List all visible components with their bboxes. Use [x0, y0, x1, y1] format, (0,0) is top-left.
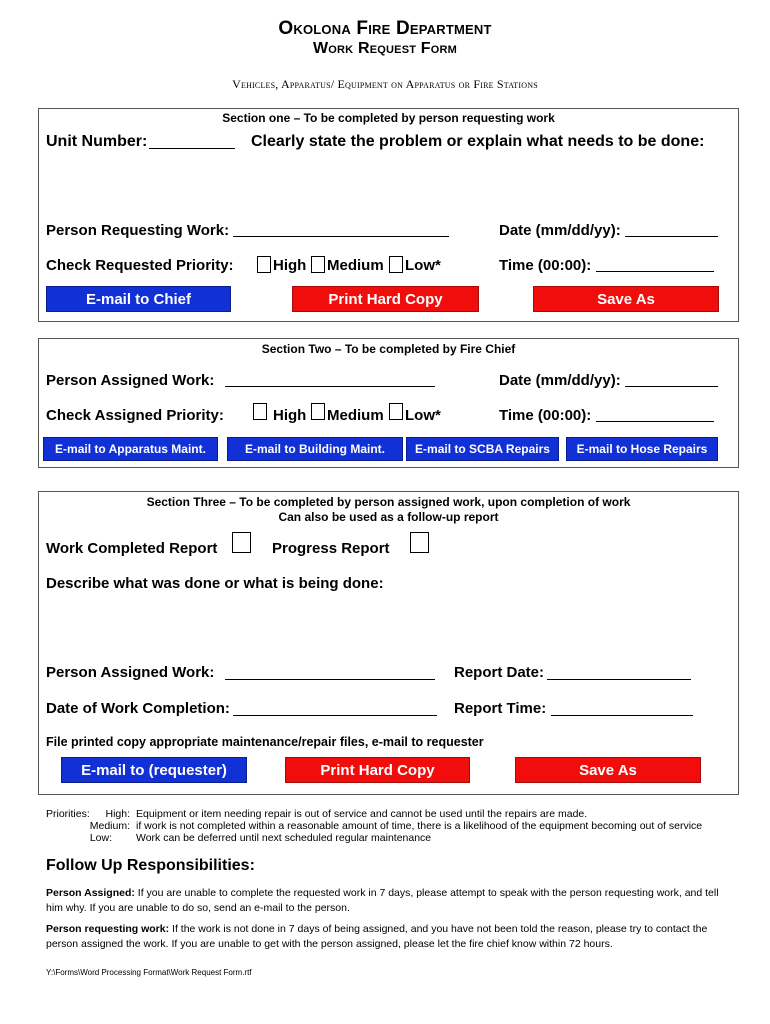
follow-up-assigned-text: If you are unable to complete the requested work in 7 days, please attempt to speak with the person requesting work, and tell him why. If you are unable to do so, send an e-mail to the person. — [46, 887, 719, 914]
assigned-priority-low-label: Low* — [405, 407, 441, 424]
assigned-priority-low-checkbox[interactable] — [389, 403, 403, 420]
form-organization-title: Okolona Fire Department — [278, 18, 492, 39]
work-completed-report-label: Work Completed Report — [46, 540, 218, 557]
s3-person-assigned-label: Person Assigned Work: — [46, 664, 215, 681]
assigned-priority-high-label: High — [273, 407, 307, 424]
email-hose-repairs-button[interactable]: E-mail to Hose Repairs — [566, 437, 718, 461]
email-apparatus-maint-button[interactable]: E-mail to Apparatus Maint. — [43, 437, 218, 461]
problem-description-field[interactable] — [46, 159, 731, 215]
request-time-field[interactable] — [596, 271, 714, 272]
follow-up-assigned-label: Person Assigned: — [46, 887, 135, 899]
priority-high-label: High — [273, 257, 307, 274]
describe-work-label: Describe what was done or what is being done: — [46, 575, 384, 592]
follow-up-requesting-paragraph — [46, 922, 726, 952]
person-assigned-label: Person Assigned Work: — [46, 372, 215, 389]
email-chief-button[interactable]: E-mail to Chief — [46, 286, 231, 312]
priority-low-label: Low* — [405, 257, 441, 274]
file-path-footer: Y:\Forms\Word Processing Format\Work Request Form.rtf — [46, 968, 252, 977]
s3-person-assigned-field[interactable] — [225, 679, 435, 680]
request-date-label: Date (mm/dd/yy): — [499, 222, 621, 239]
report-time-field[interactable] — [551, 715, 693, 716]
email-building-maint-button[interactable]: E-mail to Building Maint. — [227, 437, 403, 461]
work-completed-report-checkbox[interactable] — [232, 532, 251, 553]
form-category: Vehicles, Apparatus/ Equipment on Apparatus or Fire Stations — [232, 77, 538, 91]
priority-medium-legend-label: Medium: — [89, 820, 130, 832]
section-three-subheading: Can also be used as a follow-up report — [278, 510, 499, 524]
assigned-time-label: Time (00:00): — [499, 407, 592, 424]
follow-up-requesting-label: Person requesting work: — [46, 923, 170, 935]
report-date-field[interactable] — [547, 679, 691, 680]
print-hard-copy-button[interactable]: Print Hard Copy — [292, 286, 479, 312]
priority-medium-label: Medium — [327, 257, 384, 274]
email-scba-repairs-button[interactable]: E-mail to SCBA Repairs — [406, 437, 559, 461]
unit-number-label: Unit Number: — [46, 133, 148, 150]
problem-description-label: Clearly state the problem or explain what needs to be done: — [251, 133, 705, 150]
follow-up-title: Follow Up Responsibilities: — [46, 857, 255, 874]
section-three-heading: Section Three – To be completed by person assigned work, upon completion of work — [146, 495, 631, 509]
priority-high-legend-text: Equipment or item needing repair is out of service and cannot be used until the repairs are made. — [136, 808, 588, 820]
report-time-label: Report Time: — [454, 700, 547, 717]
section-one-heading: Section one – To be completed by person requesting work — [222, 111, 555, 125]
describe-work-field[interactable] — [46, 596, 731, 658]
assigned-priority-label: Check Assigned Priority: — [46, 407, 224, 424]
priority-high-legend-label: High: — [105, 808, 130, 820]
request-time-label: Time (00:00): — [499, 257, 592, 274]
person-requesting-field[interactable] — [233, 236, 449, 237]
requested-priority-label: Check Requested Priority: — [46, 257, 234, 274]
progress-report-label: Progress Report — [272, 540, 390, 557]
person-assigned-field[interactable] — [225, 386, 435, 387]
assigned-date-label: Date (mm/dd/yy): — [499, 372, 621, 389]
priority-high-checkbox[interactable] — [257, 256, 271, 273]
report-date-label: Report Date: — [454, 664, 545, 681]
assigned-date-field[interactable] — [625, 386, 718, 387]
email-requester-button[interactable]: E-mail to (requester) — [61, 757, 247, 783]
request-date-field[interactable] — [625, 236, 718, 237]
s3-save-as-button[interactable]: Save As — [515, 757, 701, 783]
priority-low-legend-label: Low: — [89, 832, 112, 844]
completion-date-field[interactable] — [233, 715, 437, 716]
form-title: Work Request Form — [312, 40, 458, 57]
completion-date-label: Date of Work Completion: — [46, 700, 230, 717]
follow-up-requesting-text: If the work is not done in 7 days of being assigned, and you have not been told the reason, please try to contact the person assigned the work. If you are unable to get with the person assigned, please let the fire chief know within 72 hours. — [46, 923, 708, 950]
priority-medium-checkbox[interactable] — [311, 256, 325, 273]
unit-number-field[interactable] — [149, 148, 235, 149]
section-two — [38, 338, 739, 468]
person-requesting-label: Person Requesting Work: — [46, 222, 230, 239]
assigned-priority-medium-checkbox[interactable] — [311, 403, 325, 420]
priority-low-legend-text: Work can be deferred until next scheduled regular maintenance — [136, 832, 432, 844]
priority-medium-legend-text: if work is not completed within a reasonable amount of time, there is a likelihood of the equipment becoming out of service — [136, 820, 703, 832]
section-one — [38, 108, 739, 322]
priority-low-checkbox[interactable] — [389, 256, 403, 273]
follow-up-assigned-paragraph — [46, 886, 726, 916]
assigned-priority-medium-label: Medium — [327, 407, 384, 424]
file-copy-note: File printed copy appropriate maintenance/repair files, e-mail to requester — [46, 735, 484, 749]
section-three — [38, 491, 739, 795]
assigned-priority-high-checkbox[interactable] — [253, 403, 267, 420]
progress-report-checkbox[interactable] — [410, 532, 429, 553]
save-as-button[interactable]: Save As — [533, 286, 719, 312]
s3-print-hard-copy-button[interactable]: Print Hard Copy — [285, 757, 470, 783]
priorities-title: Priorities: — [46, 808, 90, 820]
section-two-heading: Section Two – To be completed by Fire Chief — [261, 342, 516, 356]
assigned-time-field[interactable] — [596, 421, 714, 422]
